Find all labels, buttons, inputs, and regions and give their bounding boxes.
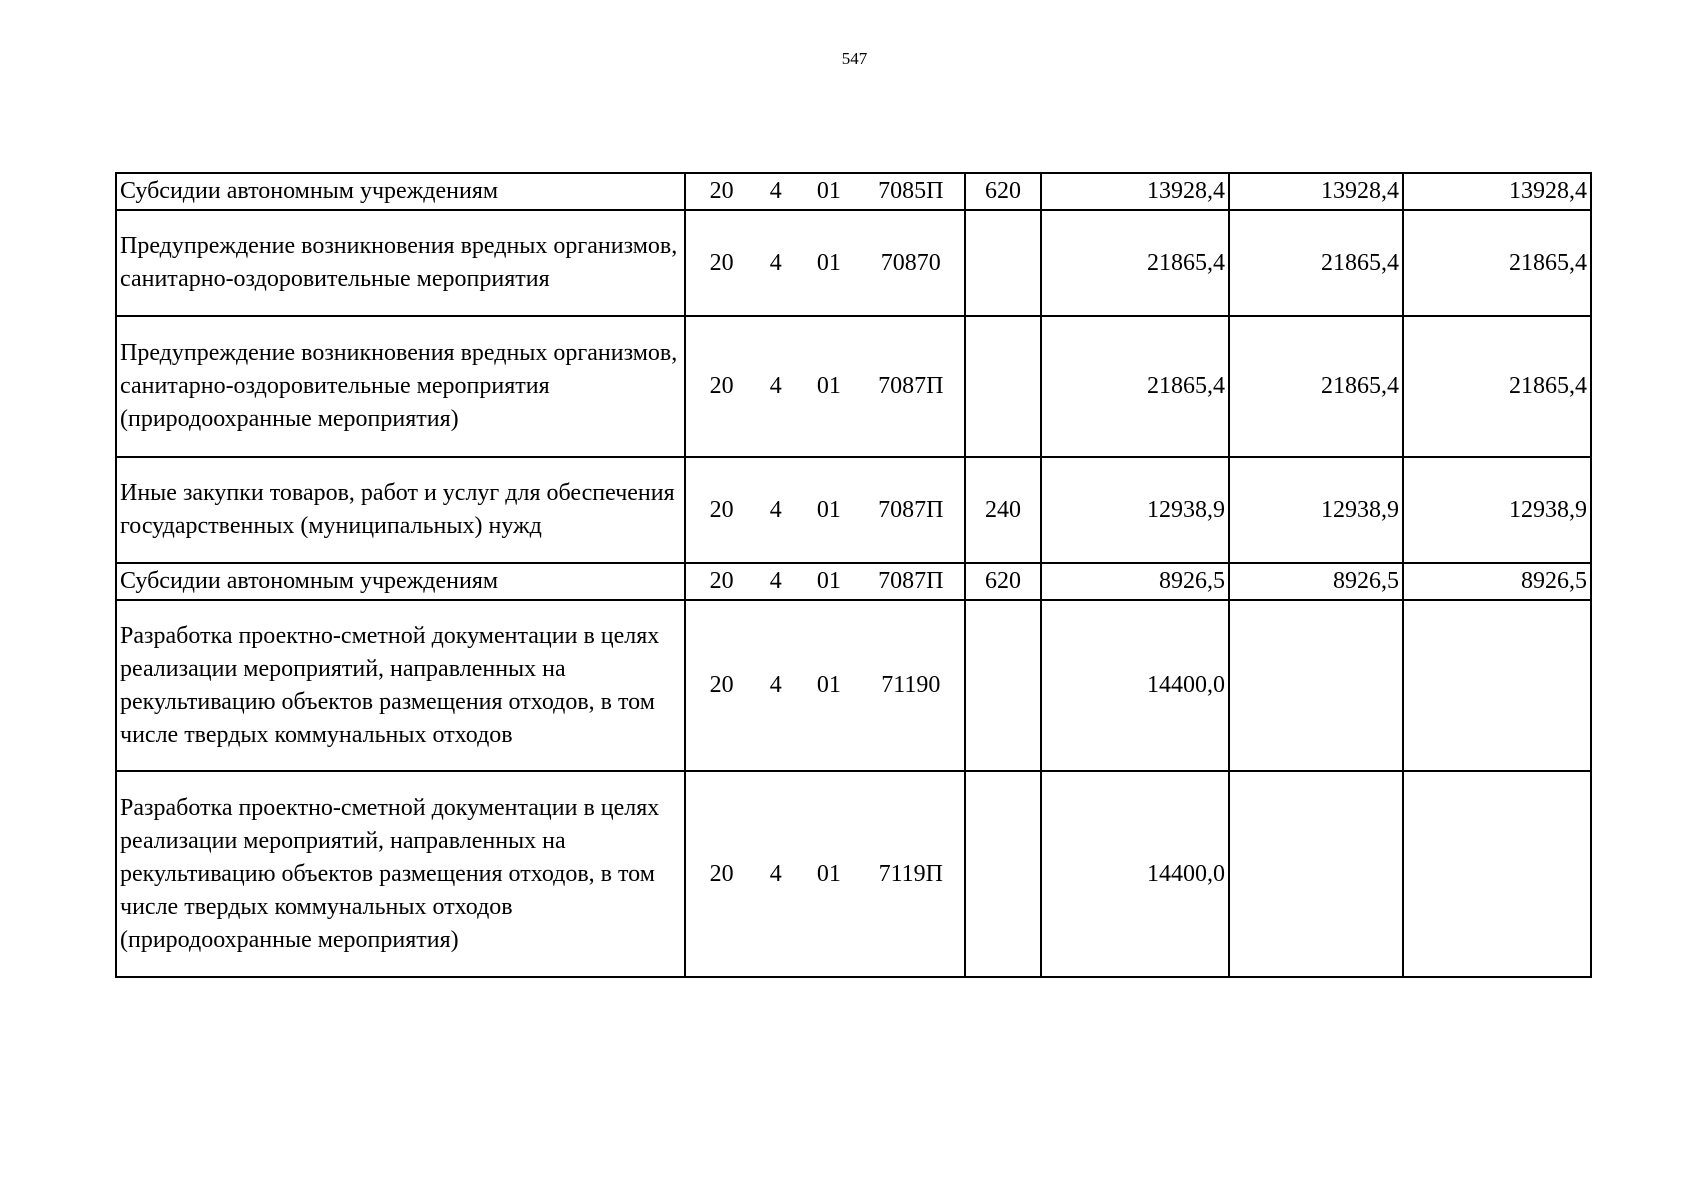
- table-row: [116, 316, 1591, 457]
- item-code: 70870: [880, 249, 941, 276]
- item-code: 7087П: [878, 496, 944, 523]
- expense-type-code: [965, 771, 1041, 977]
- subsection-code: 4: [769, 249, 782, 276]
- item-code: 7119П: [878, 860, 944, 887]
- expense-type-code: [965, 210, 1041, 316]
- amount-3: 21865,4: [1403, 210, 1591, 316]
- row-codes: [685, 316, 965, 457]
- budget-table: [115, 172, 1592, 978]
- subsection-code: 4: [769, 672, 782, 698]
- amount-2: 13928,4: [1229, 173, 1403, 210]
- expense-type-code: 240: [965, 457, 1041, 563]
- expense-type-code: 620: [965, 173, 1041, 210]
- amount-2: [1229, 771, 1403, 977]
- item-code: 7087П: [878, 373, 944, 399]
- section-code: 20: [709, 178, 734, 204]
- amount-2: 21865,4: [1229, 210, 1403, 316]
- amount-1: 12938,9: [1041, 457, 1229, 563]
- program-code: 01: [816, 249, 841, 276]
- row-description: Предупреждение возникновения вредных организмов, санитарно-оздоровительные мероприятия (природоохранные мероприятия): [116, 316, 685, 457]
- table-row: [116, 173, 1591, 210]
- item-code: 7087П: [878, 568, 944, 594]
- table-row: [116, 563, 1591, 600]
- row-codes: [685, 600, 965, 771]
- program-code: 01: [816, 860, 841, 887]
- subsection-code: 4: [769, 568, 782, 594]
- amount-1: 13928,4: [1041, 173, 1229, 210]
- section-code: 20: [709, 496, 734, 523]
- row-codes: [685, 457, 965, 563]
- amount-1: 21865,4: [1041, 316, 1229, 457]
- budget-table-body: [116, 173, 1591, 977]
- amount-2: 8926,5: [1229, 563, 1403, 600]
- program-code: 01: [816, 568, 841, 594]
- subsection-code: 4: [769, 373, 782, 399]
- amount-1: 14400,0: [1041, 771, 1229, 977]
- expense-type-code: [965, 600, 1041, 771]
- amount-3: 13928,4: [1403, 173, 1591, 210]
- amount-3: 8926,5: [1403, 563, 1591, 600]
- row-description: Разработка проектно-сметной документации в целях реализации мероприятий, направленных на рекультивацию объектов размещения отходов, в том числе твердых коммунальных отходов: [116, 600, 685, 771]
- subsection-code: 4: [769, 178, 782, 204]
- row-description: Субсидии автономным учреждениям: [116, 173, 685, 210]
- item-code: 7085П: [878, 178, 944, 204]
- section-code: 20: [709, 672, 734, 698]
- subsection-code: 4: [769, 860, 782, 887]
- section-code: 20: [709, 860, 734, 887]
- row-description: Предупреждение возникновения вредных организмов, санитарно-оздоровительные мероприятия: [116, 210, 685, 316]
- expense-type-code: 620: [965, 563, 1041, 600]
- program-code: 01: [816, 373, 841, 399]
- amount-3: [1403, 771, 1591, 977]
- page-number: 547: [841, 49, 868, 68]
- row-description: Разработка проектно-сметной документации в целях реализации мероприятий, направленных на рекультивацию объектов размещения отходов, в том числе твердых коммунальных отходов (природоохранные мероприятия): [116, 771, 685, 977]
- table-row: [116, 771, 1591, 977]
- row-codes: [685, 173, 965, 210]
- amount-1: 8926,5: [1041, 563, 1229, 600]
- amount-2: 21865,4: [1229, 316, 1403, 457]
- row-codes: [685, 771, 965, 977]
- row-codes: [685, 563, 965, 600]
- subsection-code: 4: [769, 496, 782, 523]
- program-code: 01: [816, 178, 841, 204]
- table-row: [116, 457, 1591, 563]
- amount-1: 14400,0: [1041, 600, 1229, 771]
- section-code: 20: [709, 373, 734, 399]
- program-code: 01: [816, 496, 841, 523]
- program-code: 01: [816, 672, 841, 698]
- row-codes: [685, 210, 965, 316]
- row-description: Субсидии автономным учреждениям: [116, 563, 685, 600]
- amount-2: [1229, 600, 1403, 771]
- amount-3: 21865,4: [1403, 316, 1591, 457]
- amount-3: 12938,9: [1403, 457, 1591, 563]
- amount-2: 12938,9: [1229, 457, 1403, 563]
- expense-type-code: [965, 316, 1041, 457]
- item-code: 71190: [881, 672, 941, 698]
- amount-1: 21865,4: [1041, 210, 1229, 316]
- amount-3: [1403, 600, 1591, 771]
- section-code: 20: [709, 249, 734, 276]
- table-row: [116, 210, 1591, 316]
- table-row: [116, 600, 1591, 771]
- row-description: Иные закупки товаров, работ и услуг для обеспечения государственных (муниципальных) нужд: [116, 457, 685, 563]
- section-code: 20: [709, 568, 734, 594]
